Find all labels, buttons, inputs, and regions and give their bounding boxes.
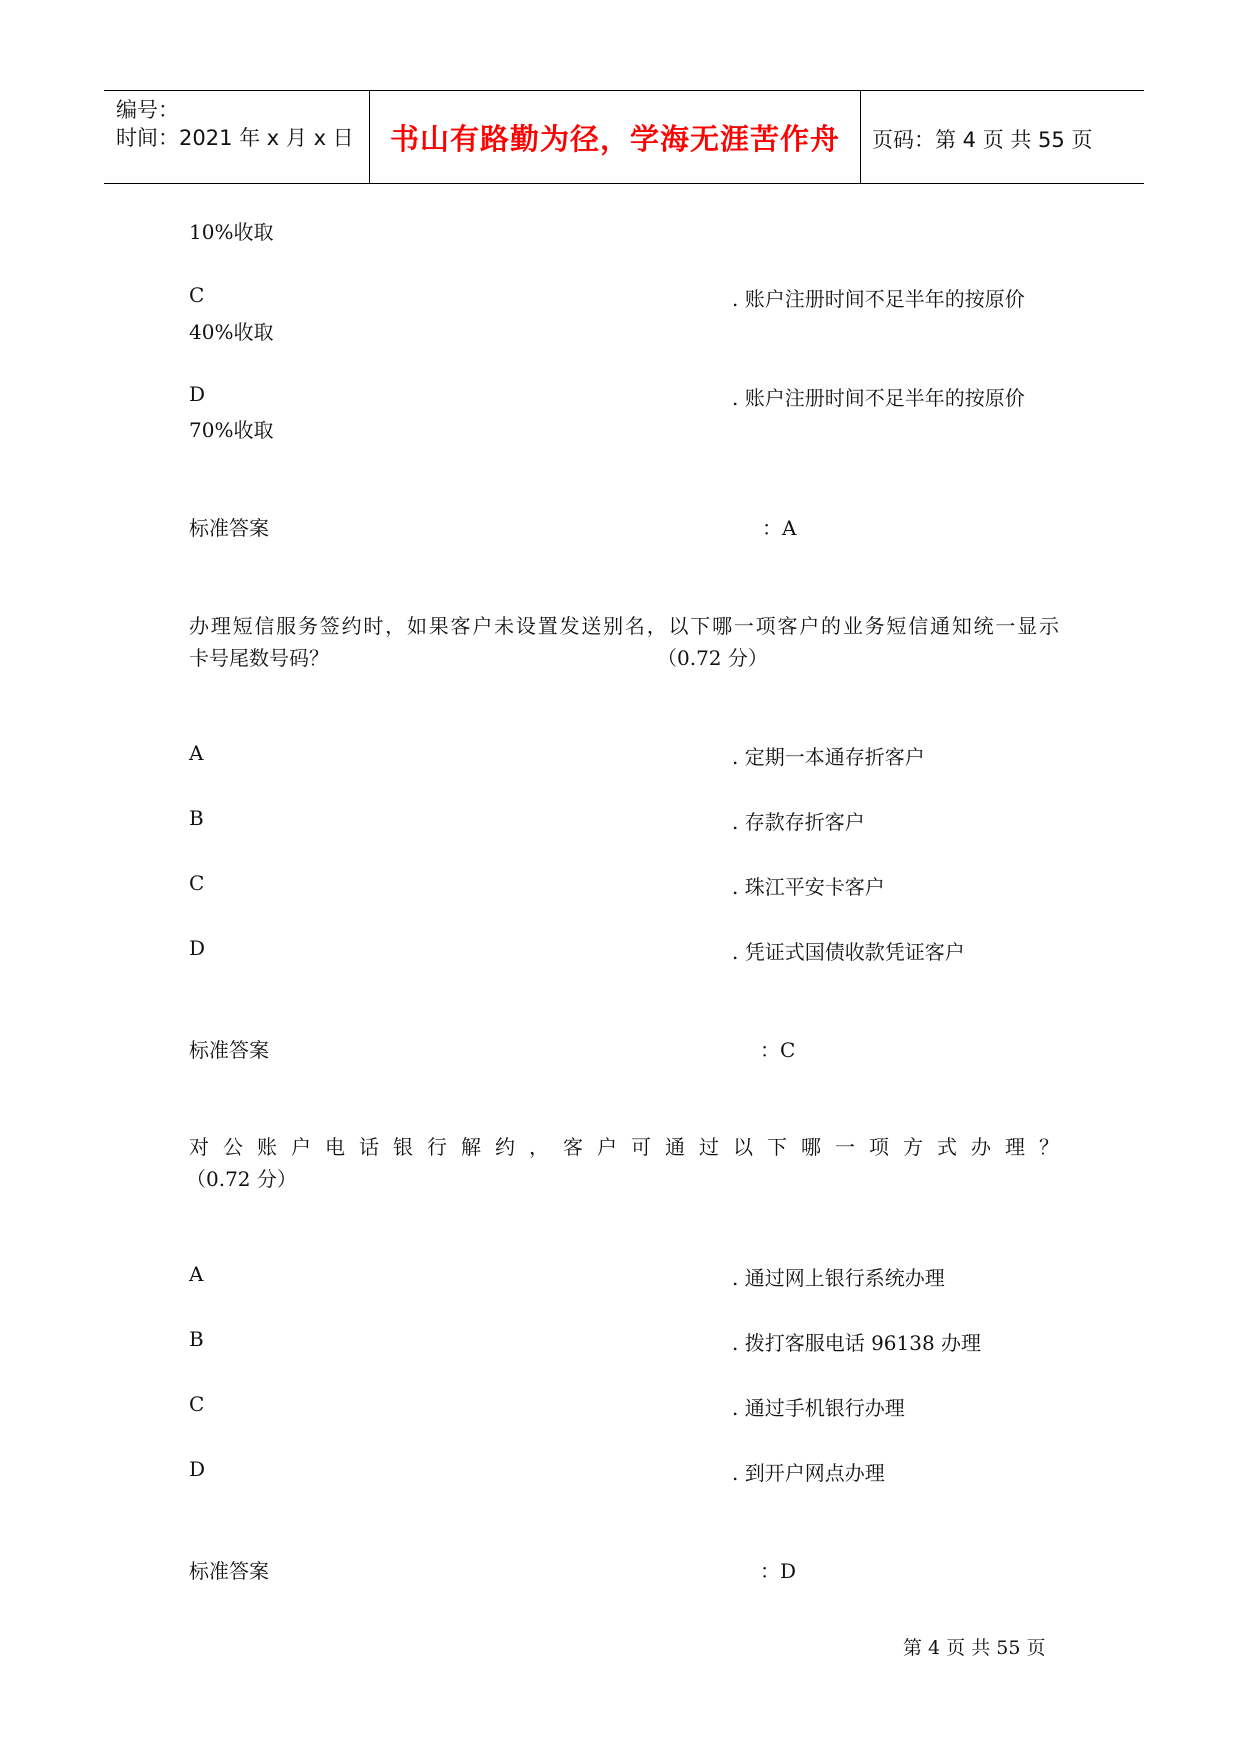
header-page-label: 页码：第 4 页 共 55 页 <box>872 128 1093 152</box>
question-text: 办理短信服务签约时，如果客户未设置发送别名，以下哪一项客户的业务短信通知统一显示 <box>189 614 1059 638</box>
option-text: . 通过网上银行系统办理 <box>732 1266 945 1290</box>
carryover-text: 10%收取 <box>189 220 274 244</box>
answer-label: 标准答案 <box>189 516 269 540</box>
option-text: . 珠江平安卡客户 <box>732 875 885 899</box>
option-text: . 拨打客服电话 96138 办理 <box>732 1331 982 1355</box>
question-text: 对公账户电话银行解约，客户可通过以下哪一项方式办理？ <box>189 1135 1059 1159</box>
option-text: . 存款存折客户 <box>732 810 865 834</box>
option-letter: D <box>189 382 206 406</box>
option-letter: A <box>189 741 204 765</box>
header-number-label: 编号： <box>116 98 179 122</box>
option-text: . 通过手机银行办理 <box>732 1396 905 1420</box>
option-text: . 凭证式国债收款凭证客户 <box>732 940 965 964</box>
header-slogan: 书山有路勤为径，学海无涯苦作舟 <box>389 122 840 156</box>
option-letter: B <box>189 1327 204 1351</box>
option-letter: D <box>189 936 206 960</box>
option-letter: C <box>189 283 205 307</box>
option-letter: D <box>189 1457 206 1481</box>
header-top-rule <box>104 90 1144 91</box>
answer-value: ：D <box>760 1559 797 1583</box>
header-bottom-rule <box>104 183 1144 184</box>
answer-value: ：C <box>760 1038 796 1062</box>
option-continuation: 70%收取 <box>189 418 274 442</box>
option-continuation: 40%收取 <box>189 320 274 344</box>
question-text-cont: 卡号尾数号码？ <box>189 646 329 670</box>
option-text: . 到开户网点办理 <box>732 1461 885 1485</box>
question-score: （0.72 分） <box>186 1167 297 1191</box>
option-letter: B <box>189 806 204 830</box>
header-time-label: 时间：2021 年 x 月 x 日 <box>116 126 354 150</box>
option-text: . 定期一本通存折客户 <box>732 745 925 769</box>
answer-label: 标准答案 <box>189 1038 269 1062</box>
footer-page-number: 第 4 页 共 55 页 <box>903 1637 1046 1659</box>
option-text: . 账户注册时间不足半年的按原价 <box>732 287 1025 311</box>
question-score: （0.72 分） <box>657 646 768 670</box>
option-letter: C <box>189 1392 205 1416</box>
answer-value: ：A <box>762 516 797 540</box>
option-letter: A <box>189 1262 204 1286</box>
option-text: . 账户注册时间不足半年的按原价 <box>732 386 1025 410</box>
option-letter: C <box>189 871 205 895</box>
header-divider-right <box>860 90 861 184</box>
answer-label: 标准答案 <box>189 1559 269 1583</box>
